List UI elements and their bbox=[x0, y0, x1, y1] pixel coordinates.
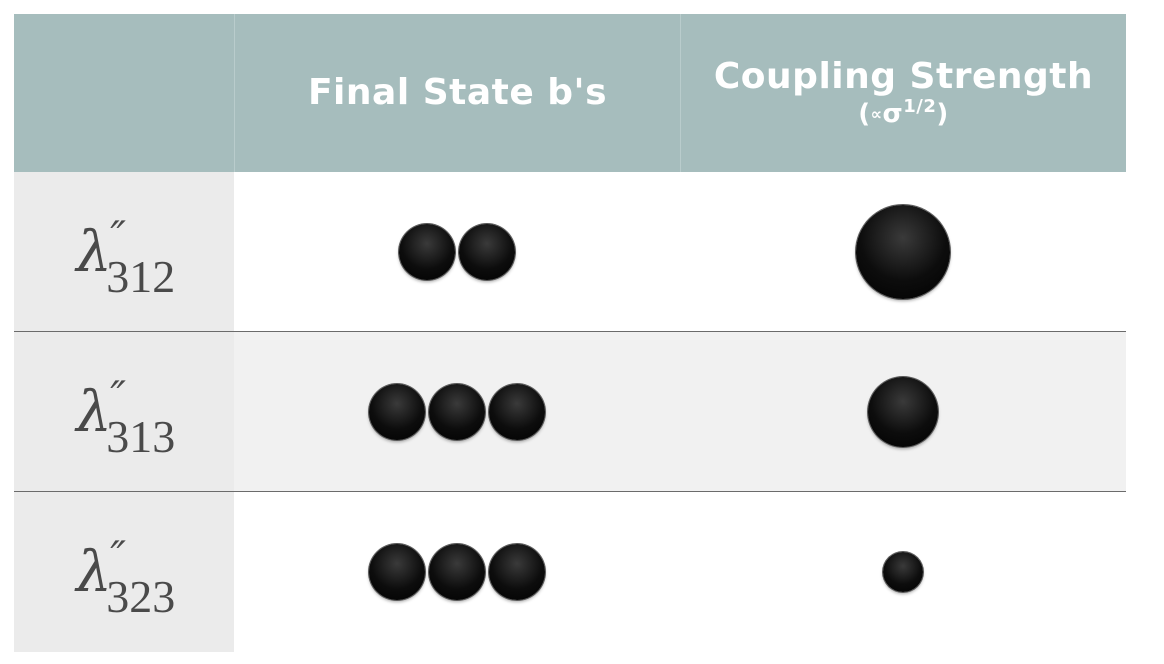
coupling-strength-dot bbox=[856, 205, 950, 299]
b-quark-balls bbox=[369, 384, 545, 440]
coupling-strength-dot bbox=[883, 552, 923, 592]
strength-cell bbox=[680, 172, 1126, 332]
coupling-label: λ ″ 313 bbox=[76, 371, 176, 462]
b-quark-balls bbox=[369, 544, 545, 600]
b-quark-ball bbox=[399, 224, 455, 280]
b-quark-ball bbox=[489, 544, 545, 600]
b-quark-ball bbox=[369, 384, 425, 440]
final-state-cell bbox=[234, 332, 680, 492]
coupling-label: λ ″ 323 bbox=[76, 531, 176, 622]
coupling-strength-header bbox=[714, 56, 1093, 130]
coupling-strength-subtitle: $(\propto\sigma^{1/2})$ bbox=[858, 96, 949, 130]
coupling-strength-title: Coupling Strength bbox=[713, 55, 1094, 97]
coupling-label-cell bbox=[14, 332, 234, 492]
strength-cell bbox=[680, 492, 1126, 652]
header-cell-empty bbox=[14, 14, 234, 172]
b-quark-ball bbox=[489, 384, 545, 440]
proportional-symbol: ∝ bbox=[870, 104, 883, 124]
header-cell-coupling-strength bbox=[680, 14, 1126, 172]
final-state-cell bbox=[234, 492, 680, 652]
table-row bbox=[14, 172, 1126, 332]
sigma-symbol: σ bbox=[882, 99, 904, 130]
final-state-cell bbox=[234, 172, 680, 332]
final-state-header: Final State b's bbox=[307, 72, 608, 114]
exponent: 1/2 bbox=[903, 96, 937, 118]
header-cell-final-state bbox=[234, 14, 680, 172]
header-row bbox=[14, 14, 1126, 172]
coupling-table bbox=[14, 14, 1126, 652]
b-quark-ball bbox=[429, 544, 485, 600]
coupling-label: λ ″ 312 bbox=[76, 211, 176, 302]
coupling-label-cell bbox=[14, 172, 234, 332]
coupling-strength-dot bbox=[868, 377, 938, 447]
b-quark-ball bbox=[429, 384, 485, 440]
coupling-label-cell bbox=[14, 492, 234, 652]
table-row bbox=[14, 492, 1126, 652]
b-quark-ball bbox=[459, 224, 515, 280]
b-quark-balls bbox=[399, 224, 515, 280]
strength-cell bbox=[680, 332, 1126, 492]
b-quark-ball bbox=[369, 544, 425, 600]
table-row bbox=[14, 332, 1126, 492]
